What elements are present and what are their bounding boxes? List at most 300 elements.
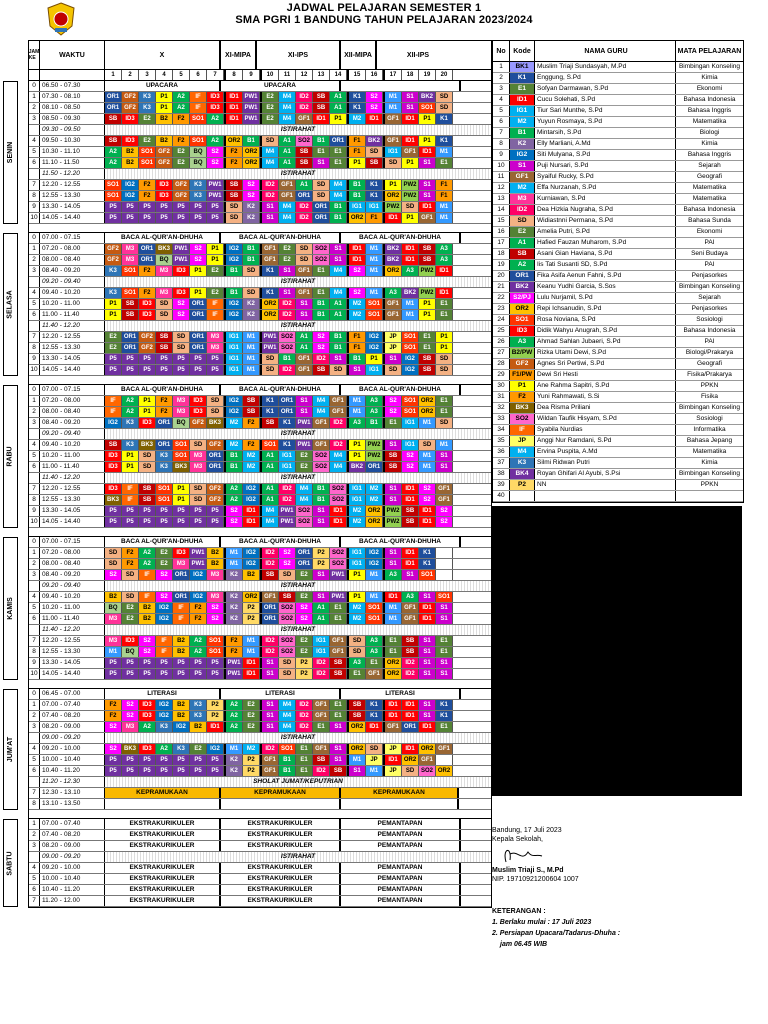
lesson-cell: A3 — [436, 255, 453, 265]
schedule-row — [29, 636, 491, 647]
lesson-cell: ID3 — [139, 711, 156, 721]
class-number: 17 — [385, 70, 402, 80]
lesson-cell: P2 — [313, 559, 330, 569]
teacher-code: K2 — [510, 139, 535, 149]
schedule-row — [29, 614, 491, 625]
schedule-row — [29, 841, 491, 852]
lesson-cell: IF — [156, 647, 173, 657]
lesson-cell: ID1 — [385, 700, 402, 710]
period-number — [29, 277, 40, 287]
lesson-cell: SD — [313, 180, 330, 190]
class-group-0 — [105, 103, 226, 113]
class-group-2 — [262, 548, 349, 558]
lesson-cell: M1 — [385, 103, 402, 113]
teacher-no: 10 — [493, 161, 510, 171]
lesson-cell: OR2 — [349, 213, 366, 223]
period-number: 2 — [29, 255, 40, 265]
lesson-cell: P2 — [296, 669, 313, 679]
lesson-cell: E1 — [313, 722, 330, 732]
lesson-cell: PW2 — [366, 440, 383, 450]
teacher-subject: Kimia — [701, 74, 718, 81]
teacher-no: 20 — [493, 271, 510, 281]
lesson-cell: M1 — [385, 614, 402, 624]
lesson-cell: ID1 — [207, 722, 224, 732]
lesson-cell: ID1 — [402, 136, 419, 146]
teacher-subject: Sejarah — [698, 162, 721, 169]
class-group-3 — [349, 647, 385, 657]
lesson-cell: SO2 — [296, 136, 313, 146]
lesson-cell: GF2 — [105, 255, 122, 265]
teacher-row — [493, 469, 743, 480]
class-group-1 — [226, 396, 262, 406]
lesson-cell: PW1 — [296, 418, 313, 428]
period-time: 13.10 - 13.50 — [40, 799, 105, 809]
class-group-3 — [349, 244, 385, 254]
lesson-cell: M1 — [243, 365, 260, 375]
activity-span: PEMANTAPAN — [341, 863, 461, 873]
lesson-cell: P5 — [173, 354, 190, 364]
lesson-cell: P5 — [190, 506, 207, 516]
lesson-cell: OR2 — [262, 299, 279, 309]
teacher-subject: PAI — [704, 261, 715, 268]
lesson-cell: GF2 — [156, 147, 173, 157]
teacher-code: SO1 — [510, 315, 535, 325]
lesson-cell: ID1 — [402, 495, 419, 505]
lesson-cell: JP — [385, 744, 402, 754]
schedule-row — [29, 332, 491, 343]
lesson-cell: ID1 — [402, 548, 419, 558]
lesson-cell: SO1 — [262, 440, 279, 450]
activity-span: EKSTRAKURIKULER — [105, 874, 221, 884]
title-line-1: JADWAL PELAJARAN SEMESTER 1 — [286, 2, 482, 14]
lesson-cell: M2 — [243, 451, 260, 461]
lesson-cell: S1 — [385, 484, 402, 494]
class-number: 2 — [122, 70, 139, 80]
lesson-cell: P2 — [313, 548, 330, 558]
teacher-row — [493, 348, 743, 359]
lesson-cell: E1 — [330, 158, 347, 168]
teacher-row — [493, 139, 743, 150]
class-group-0 — [105, 244, 226, 254]
lesson-cell: M1 — [366, 592, 383, 602]
lesson-cell: K2 — [226, 766, 243, 776]
lesson-cell: OR1 — [190, 332, 207, 342]
period-number: 8 — [29, 495, 40, 505]
class-group-3 — [349, 495, 385, 505]
teacher-subject: Matematika — [692, 448, 727, 455]
teacher-subject: Informatika — [693, 426, 726, 433]
lesson-cell: A3 — [366, 647, 383, 657]
lesson-cell: K1 — [279, 418, 296, 428]
teacher-code: ID3 — [510, 326, 535, 336]
teacher-code: K3 — [510, 458, 535, 468]
class-group-1 — [226, 462, 262, 472]
lesson-cell: S2 — [207, 158, 224, 168]
lesson-cell: M4 — [313, 396, 330, 406]
activity-span: UPACARA — [105, 81, 221, 91]
teacher-row — [493, 62, 743, 73]
lesson-cell: S2 — [366, 103, 383, 113]
lesson-cell: IF — [139, 570, 156, 580]
class-number: 9 — [243, 70, 260, 80]
lesson-cell: A2 — [139, 548, 156, 558]
lesson-cell: PW1 — [173, 255, 190, 265]
teacher-no: 15 — [493, 216, 510, 226]
teacher-code: M2 — [510, 117, 535, 127]
class-group-4 — [385, 658, 453, 668]
lesson-cell: M1 — [436, 147, 453, 157]
lesson-cell: P5 — [105, 202, 122, 212]
class-group-2 — [262, 766, 349, 776]
lesson-cell: P5 — [139, 354, 156, 364]
class-group-3 — [349, 462, 385, 472]
lesson-cell: OR2 — [385, 191, 402, 201]
lesson-cell: SD — [190, 495, 207, 505]
lesson-cell: SD — [366, 744, 383, 754]
lesson-cell: SO2 — [313, 244, 330, 254]
lesson-cell: GF2 — [190, 418, 207, 428]
teacher-row — [493, 282, 743, 293]
teacher-row — [493, 293, 743, 304]
lesson-cell: S2 — [105, 722, 122, 732]
lesson-cell: M4 — [262, 147, 279, 157]
lesson-cell: P5 — [156, 365, 173, 375]
lesson-cell: IG1 — [366, 365, 383, 375]
lesson-cell: OR1 — [105, 103, 122, 113]
lesson-cell: GF2 — [207, 495, 224, 505]
lesson-cell: M1 — [419, 451, 436, 461]
period-time: 14.05 - 14.40 — [40, 669, 105, 679]
lesson-cell: SD — [226, 213, 243, 223]
lesson-cell: P5 — [173, 202, 190, 212]
lesson-cell: E1 — [330, 147, 347, 157]
lesson-cell: M4 — [279, 711, 296, 721]
teacher-row — [493, 161, 743, 172]
class-group-3 — [349, 451, 385, 461]
class-group-3 — [349, 755, 385, 765]
lesson-cell: ID1 — [402, 255, 419, 265]
lesson-cell: A2 — [173, 103, 190, 113]
lesson-cell: S1 — [419, 592, 436, 602]
lesson-cell: ID3 — [139, 700, 156, 710]
lesson-cell: E1 — [330, 603, 347, 613]
lesson-cell: OR1 — [207, 451, 224, 461]
lesson-cell: P1 — [349, 570, 366, 580]
lesson-cell: BK3 — [207, 418, 224, 428]
class-group-3 — [349, 288, 385, 298]
teacher-code: GF1 — [510, 172, 535, 182]
lesson-cell: M4 — [330, 462, 347, 472]
teacher-row — [493, 392, 743, 403]
lesson-cell: OR1 — [190, 343, 207, 353]
lesson-cell: SD — [296, 244, 313, 254]
period-number — [29, 169, 40, 179]
lesson-cell: IG1 — [279, 451, 296, 461]
schedule-row — [29, 570, 491, 581]
lesson-cell: S2 — [385, 407, 402, 417]
lesson-cell: OR2 — [243, 147, 260, 157]
lesson-cell: E2 — [296, 647, 313, 657]
lesson-cell: IF — [139, 592, 156, 602]
lesson-cell: E1 — [313, 288, 330, 298]
lesson-cell: F2 — [156, 396, 173, 406]
teacher-code — [510, 491, 535, 501]
lesson-cell: IG2 — [366, 343, 383, 353]
lesson-cell: S1 — [436, 658, 453, 668]
lesson-cell: S2 — [436, 517, 453, 527]
class-group-2 — [262, 343, 349, 353]
lesson-cell: M4 — [279, 103, 296, 113]
schedule-row — [29, 365, 491, 376]
lesson-cell: IG1 — [226, 343, 243, 353]
teacher-row — [493, 150, 743, 161]
class-group-0 — [105, 191, 226, 201]
lesson-cell: F2 — [190, 614, 207, 624]
lesson-cell: M1 — [419, 462, 436, 472]
break-label: ISTIRAHAT — [105, 733, 491, 743]
lesson-cell: S2 — [419, 495, 436, 505]
group-xi-ips-header: XI-IPS — [257, 41, 341, 69]
class-group-1 — [226, 288, 262, 298]
lesson-cell: M4 — [262, 158, 279, 168]
class-group-4 — [385, 365, 453, 375]
teacher-subject: Bahasa Indonesia — [683, 206, 736, 213]
lesson-cell: SD — [296, 255, 313, 265]
lesson-cell: P5 — [207, 202, 224, 212]
lesson-cell: IG1 — [313, 636, 330, 646]
class-group-2 — [262, 418, 349, 428]
lesson-cell: S1 — [279, 266, 296, 276]
lesson-cell: ID1 — [330, 517, 347, 527]
handwritten-signature-icon — [492, 844, 582, 866]
lesson-cell: SB — [262, 418, 279, 428]
lesson-cell: M3 — [122, 244, 139, 254]
period-time: 08.00 - 08.40 — [40, 255, 105, 265]
lesson-cell: IG1 — [366, 202, 383, 212]
break-label: ISTIRAHAT — [105, 169, 491, 179]
lesson-cell: ID1 — [226, 92, 243, 102]
day-name: SENIN — [7, 141, 14, 164]
lesson-cell: B2 — [139, 603, 156, 613]
class-group-2 — [262, 332, 349, 342]
teacher-row — [493, 172, 743, 183]
lesson-cell: A2 — [173, 92, 190, 102]
class-group-0 — [105, 332, 226, 342]
class-group-4 — [385, 299, 453, 309]
lesson-cell: A3 — [385, 570, 402, 580]
lesson-cell: SB — [313, 365, 330, 375]
teacher-code: JP — [510, 436, 535, 446]
lesson-cell: SB — [139, 495, 156, 505]
period-time: 09.20 - 09.40 — [40, 581, 105, 591]
lesson-cell: SB — [313, 755, 330, 765]
class-group-2 — [262, 191, 349, 201]
lesson-cell: E2 — [156, 559, 173, 569]
teacher-name: Didik Wahyu Anugrah, S.Pd — [535, 326, 676, 336]
lesson-cell: F2 — [226, 647, 243, 657]
lesson-cell: P5 — [190, 213, 207, 223]
lesson-cell: A3 — [366, 396, 383, 406]
lesson-cell: GF1 — [402, 147, 419, 157]
lesson-cell: A2 — [226, 722, 243, 732]
lesson-cell: S1 — [313, 517, 330, 527]
teacher-no: 22 — [493, 293, 510, 303]
lesson-cell: ID1 — [436, 288, 453, 298]
lesson-cell: K1 — [366, 191, 383, 201]
lesson-cell: ID2 — [279, 495, 296, 505]
lesson-cell: B2 — [190, 722, 207, 732]
teacher-row — [493, 414, 743, 425]
teacher-subject: PAI — [704, 338, 715, 345]
teacher-code: M4 — [510, 447, 535, 457]
lesson-cell: P5 — [156, 658, 173, 668]
teacher-subject: PPKN — [700, 382, 719, 389]
class-group-3 — [349, 711, 385, 721]
class-group-2 — [262, 658, 349, 668]
class-group-4 — [385, 70, 453, 80]
lesson-cell: E2 — [296, 451, 313, 461]
teacher-name: Yuni Rahmawati, S.Si — [535, 392, 676, 402]
lesson-cell: P1 — [349, 440, 366, 450]
class-group-4 — [385, 506, 453, 516]
teacher-code: IF — [510, 425, 535, 435]
class-group-1 — [226, 614, 262, 624]
lesson-cell: IG2 — [226, 407, 243, 417]
lesson-cell: GF1 — [262, 755, 279, 765]
redacted-area — [492, 506, 742, 796]
schedule-row — [29, 788, 491, 799]
lesson-cell: BQ — [190, 147, 207, 157]
period-time: 11.20 - 12.30 — [40, 777, 105, 787]
lesson-cell: F1 — [436, 180, 453, 190]
teacher-code: BK1 — [510, 62, 535, 72]
teacher-name: Dewi Sri Hesti — [535, 370, 676, 380]
period-number: 1 — [29, 396, 40, 406]
lesson-cell: F2 — [226, 147, 243, 157]
lesson-cell: PW1 — [173, 244, 190, 254]
lesson-cell: ID1 — [419, 722, 436, 732]
period-number: 2 — [29, 103, 40, 113]
teacher-code: S2/PJ — [510, 293, 535, 303]
lesson-cell: K3 — [139, 103, 156, 113]
lesson-cell: SD — [330, 365, 347, 375]
lesson-cell: M1 — [366, 766, 383, 776]
lesson-cell: SO1 — [279, 744, 296, 754]
schedule-row — [29, 744, 491, 755]
lesson-cell: S1 — [419, 180, 436, 190]
lesson-cell: S2 — [279, 548, 296, 558]
lesson-cell: M3 — [207, 332, 224, 342]
lesson-cell: P5 — [190, 669, 207, 679]
lesson-cell: B2 — [156, 114, 173, 124]
class-group-1 — [226, 506, 262, 516]
lesson-cell: F2 — [122, 548, 139, 558]
lesson-cell: A1 — [262, 495, 279, 505]
lesson-cell: E2 — [279, 255, 296, 265]
class-group-1 — [226, 354, 262, 364]
class-number: 3 — [139, 70, 156, 80]
lesson-cell: S1 — [296, 407, 313, 417]
class-group-3 — [349, 700, 385, 710]
schedule-row — [29, 495, 491, 506]
lesson-cell: BK3 — [139, 440, 156, 450]
day-label — [3, 233, 18, 376]
teacher-name — [535, 491, 676, 501]
lesson-cell: SD — [105, 559, 122, 569]
lesson-cell: A2 — [156, 744, 173, 754]
class-group-3 — [349, 407, 385, 417]
lesson-cell: SO1 — [122, 288, 139, 298]
lesson-cell: SO2 — [279, 332, 296, 342]
lesson-cell: OR1 — [279, 407, 296, 417]
period-time: 09.40 - 10.20 — [40, 440, 105, 450]
lesson-cell: OR2 — [243, 592, 260, 602]
class-group-1 — [226, 559, 262, 569]
schedule-row — [29, 885, 491, 896]
lesson-cell: OR1 — [366, 462, 383, 472]
lesson-cell: SD — [207, 407, 224, 417]
period-number: 6 — [29, 614, 40, 624]
lesson-cell: ID2 — [330, 418, 347, 428]
class-group-4 — [385, 343, 453, 353]
schedule-row — [29, 581, 491, 592]
period-number: 6 — [29, 158, 40, 168]
teacher-name: Siti Mulyana, S.Pd — [535, 150, 676, 160]
schedule-row — [29, 321, 491, 332]
period-time: 10.00 - 10.40 — [40, 755, 105, 765]
lesson-cell: SO1 — [402, 407, 419, 417]
class-group-1 — [226, 440, 262, 450]
lesson-cell: PW1 — [207, 191, 224, 201]
teacher-code: B1 — [510, 128, 535, 138]
lesson-cell: IF — [173, 603, 190, 613]
lesson-cell: B1 — [313, 299, 330, 309]
schedule-row — [29, 158, 491, 169]
lesson-cell: A1 — [313, 614, 330, 624]
schedule-row — [29, 819, 491, 830]
lesson-cell: PW2 — [419, 266, 436, 276]
schedule-row — [29, 700, 491, 711]
period-number: 5 — [29, 603, 40, 613]
lesson-cell: K3 — [122, 440, 139, 450]
lesson-cell: IG2 — [226, 396, 243, 406]
teacher-code: SD — [510, 216, 535, 226]
class-group-4 — [385, 603, 453, 613]
class-group-3 — [349, 332, 385, 342]
period-time: 09.40 - 10.20 — [40, 288, 105, 298]
lesson-cell: SO2 — [313, 451, 330, 461]
teacher-subject: Bahasa Indonesia — [683, 327, 736, 334]
class-group-2 — [262, 495, 349, 505]
class-group-4 — [385, 647, 453, 657]
period-time: 10.40 - 11.20 — [40, 766, 105, 776]
activity-span — [341, 799, 459, 809]
lesson-cell: M3 — [190, 451, 207, 461]
period-time: 08.20 - 09.00 — [40, 722, 105, 732]
lesson-cell: ID2 — [313, 658, 330, 668]
jamke-header: JAM KE — [29, 41, 40, 69]
class-group-2 — [262, 255, 349, 265]
lesson-cell: A1 — [279, 136, 296, 146]
lesson-cell: SO1 — [366, 603, 383, 613]
class-group-4 — [385, 700, 453, 710]
lesson-cell: K1 — [279, 440, 296, 450]
lesson-cell: B1 — [313, 136, 330, 146]
lesson-cell: P2 — [243, 603, 260, 613]
lesson-cell: SB — [139, 484, 156, 494]
teacher-name: Elly Marliani, A.Md — [535, 139, 676, 149]
activity-span: LITERASI — [221, 689, 341, 699]
